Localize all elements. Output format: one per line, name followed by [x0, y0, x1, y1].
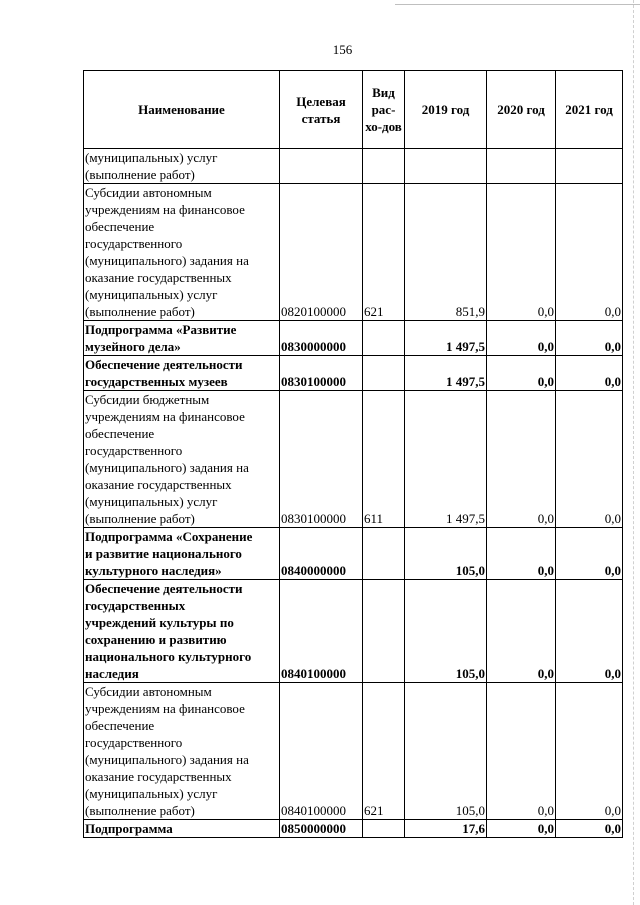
cell-2020: 0,0	[487, 580, 556, 683]
cell-2020	[487, 149, 556, 184]
cell-2019: 1 497,5	[405, 356, 487, 391]
header-2020: 2020 год	[487, 71, 556, 149]
header-name: Наименование	[84, 71, 280, 149]
cell-target-article: 0830000000	[280, 321, 363, 356]
table-row	[84, 391, 623, 528]
cell-target-article: 0830100000	[280, 391, 363, 528]
cell-name: Субсидии бюджетным учреждениям на финансовое обеспечение государственного (муниципального) задания на оказание государственных (муниципальных) услуг (выполнение работ)	[84, 391, 280, 528]
table-row	[84, 356, 623, 391]
table-row	[84, 820, 623, 838]
cell-2020: 0,0	[487, 391, 556, 528]
cell-2019: 105,0	[405, 580, 487, 683]
cell-name: Подпрограмма	[84, 820, 280, 838]
cell-target-article: 0830100000	[280, 356, 363, 391]
table-row	[84, 683, 623, 820]
header-2019: 2019 год	[405, 71, 487, 149]
table-row	[84, 184, 623, 321]
cell-2020: 0,0	[487, 820, 556, 838]
cell-name: Субсидии автономным учреждениям на финансовое обеспечение государственного (муниципального) задания на оказание государственных (муниципальных) услуг (выполнение работ)	[84, 683, 280, 820]
cell-2020: 0,0	[487, 356, 556, 391]
cell-name: Обеспечение деятельности государственных музеев	[84, 356, 280, 391]
cell-expense-type	[363, 356, 405, 391]
cell-target-article: 0850000000	[280, 820, 363, 838]
page-number: 156	[332, 42, 353, 57]
cell-expense-type: 611	[363, 391, 405, 528]
cell-name: Подпрограмма «Сохранение и развитие национального культурного наследия»	[84, 528, 280, 580]
cell-2019: 17,6	[405, 820, 487, 838]
cell-target-article: 0840100000	[280, 580, 363, 683]
budget-table	[83, 70, 623, 838]
cell-expense-type	[363, 149, 405, 184]
header-target-article: Целевая статья	[280, 71, 363, 149]
cell-2020: 0,0	[487, 321, 556, 356]
cell-expense-type: 621	[363, 184, 405, 321]
table-body	[84, 149, 623, 838]
cell-2021: 0,0	[556, 356, 623, 391]
cell-2021: 0,0	[556, 391, 623, 528]
cell-target-article	[280, 149, 363, 184]
cell-2020: 0,0	[487, 528, 556, 580]
cell-target-article: 0840100000	[280, 683, 363, 820]
cell-target-article: 0820100000	[280, 184, 363, 321]
cell-2020: 0,0	[487, 683, 556, 820]
table-row	[84, 321, 623, 356]
cell-2019: 105,0	[405, 528, 487, 580]
cell-2021: 0,0	[556, 321, 623, 356]
cell-2021: 0,0	[556, 528, 623, 580]
scan-edge-line	[633, 0, 635, 905]
cell-expense-type	[363, 820, 405, 838]
cell-2021: 0,0	[556, 184, 623, 321]
cell-2020: 0,0	[487, 184, 556, 321]
cell-expense-type	[363, 580, 405, 683]
table-row	[84, 580, 623, 683]
cell-name: Обеспечение деятельности государственных учреждений культуры по сохранению и развитию национального культурного наследия	[84, 580, 280, 683]
cell-2021: 0,0	[556, 820, 623, 838]
cell-expense-type: 621	[363, 683, 405, 820]
cell-2019	[405, 149, 487, 184]
header-2021: 2021 год	[556, 71, 623, 149]
cell-target-article: 0840000000	[280, 528, 363, 580]
cell-expense-type	[363, 321, 405, 356]
table-header-row	[84, 71, 623, 149]
cell-2021: 0,0	[556, 683, 623, 820]
cell-2019: 1 497,5	[405, 391, 487, 528]
cell-2019: 851,9	[405, 184, 487, 321]
cell-2019: 1 497,5	[405, 321, 487, 356]
cell-name: Субсидии автономным учреждениям на финансовое обеспечение государственного (муниципального) задания на оказание государственных (муниципальных) услуг (выполнение работ)	[84, 184, 280, 321]
cell-2021: 0,0	[556, 580, 623, 683]
scan-edge-line	[395, 4, 640, 5]
cell-name: (муниципальных) услуг (выполнение работ)	[84, 149, 280, 184]
header-expense-type: Вид рас-хо-дов	[363, 71, 405, 149]
table-row	[84, 149, 623, 184]
cell-expense-type	[363, 528, 405, 580]
cell-2019: 105,0	[405, 683, 487, 820]
cell-2021	[556, 149, 623, 184]
table-row	[84, 528, 623, 580]
cell-name: Подпрограмма «Развитие музейного дела»	[84, 321, 280, 356]
